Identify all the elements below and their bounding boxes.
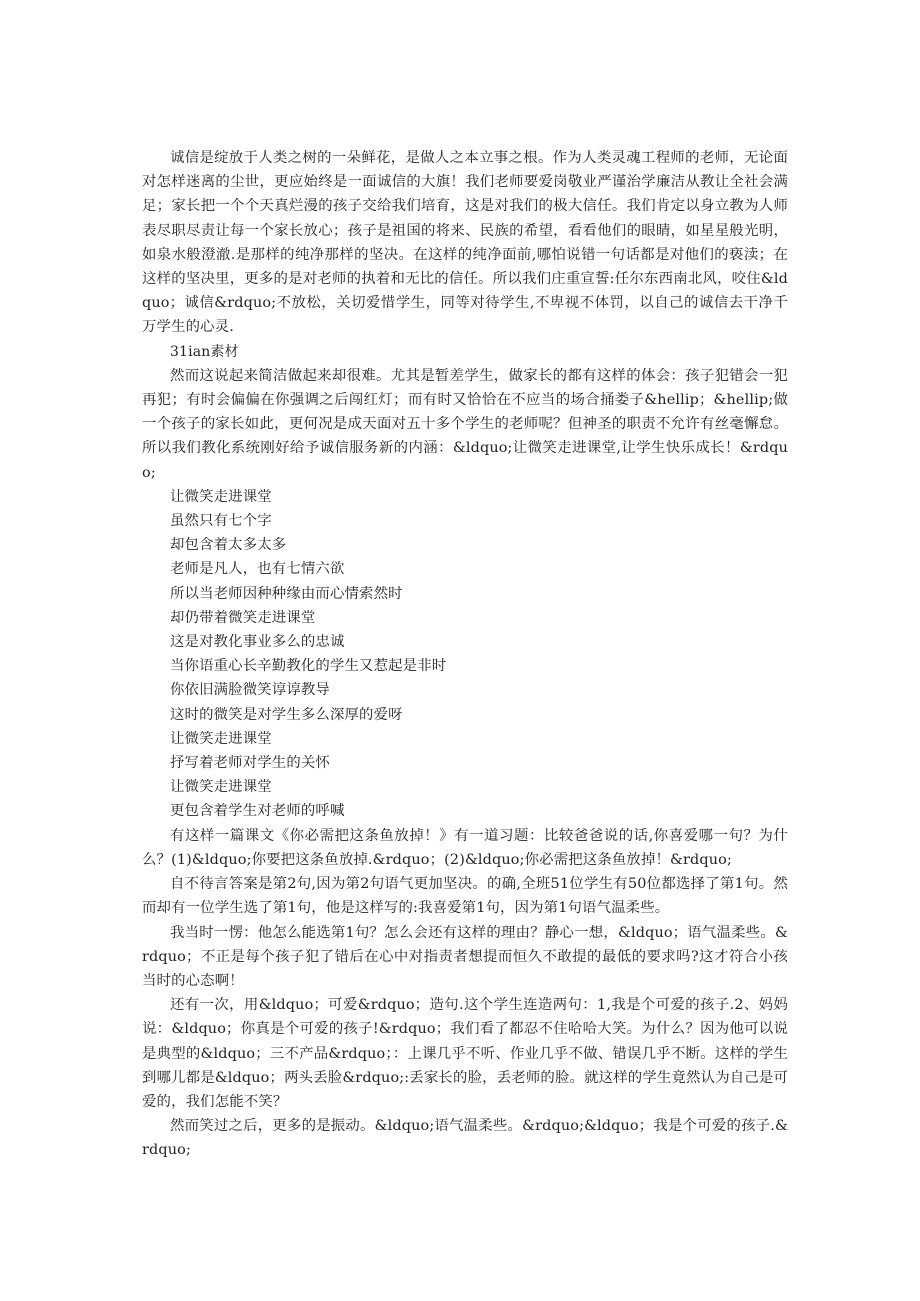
poem-line: 让微笑走进课堂 <box>170 488 272 505</box>
poem-line: 更包含着学生对老师的呼喊 <box>170 803 345 820</box>
poem-line: 虽然只有七个字 <box>170 513 272 530</box>
poem-line: 却仍带着微笑走进课堂 <box>170 609 316 626</box>
poem-line: 所以当老师因种种缘由而心情索然时 <box>170 585 403 602</box>
poem-line: 你依旧满脸微笑谆谆教导 <box>170 682 330 699</box>
poem-line: 让微笑走进课堂 <box>170 730 272 747</box>
poem-line: 当你语重心长辛勤教化的学生又惹起是非时 <box>170 658 447 675</box>
poem-line: 却包含着太多太多 <box>170 537 287 554</box>
paragraph-reflection: 我当时一愣：他怎么能选第1句？怎么会还有这样的理由？静心一想，&ldquo；语气温柔些。&rdquo；不正是每个孩子犯了错后在心中对指责者想提而恒久不敢提的最低的要求吗?这才符合小孩当时的心态啊！ <box>142 924 788 989</box>
paragraph-after-laughing: 然而笑过之后，更多的是振动。&ldquo;语气温柔些。&rdquo;&ldquo；我是个可爱的孩子.&rdquo; <box>142 1118 788 1159</box>
source-label: 31ian素材 <box>170 343 239 360</box>
poem-line: 老师是凡人，也有七情六欲 <box>170 561 345 578</box>
paragraph-integrity-intro: 诚信是绽放于人类之树的一朵鲜花，是做人之本立事之根。作为人类灵魂工程师的老师，无论面对怎样迷离的尘世，更应始终是一面诚信的大旗！我们老师要爱岗敬业严谨治学廉洁从教让全社会满足；家长把一个个天真烂漫的孩子交给我们培育，这是对我们的极大信任。我们肯定以身立教为人师表尽职尽责让每一个家长放心；孩子是祖国的将来、民族的希望，看看他们的眼睛，如星星般光明，如泉水般澄澈.是那样的纯净那样的坚决。在这样的纯净面前,哪怕说错一句话都是对他们的亵渎；在这样的坚决里，更多的是对老师的执着和无比的信任。所以我们庄重宣誓:任尔东西南北风，咬住&ldquo；诚信&rdquo;不放松，关切爱惜学生，同等对待学生,不卑视不体罚，以自己的诚信去干净千万学生的心灵. <box>142 150 788 336</box>
poem-line: 这时的微笑是对学生多么深厚的爱呀 <box>170 706 403 723</box>
poem-line: 让微笑走进课堂 <box>170 779 272 796</box>
poem-line: 抒写着老师对学生的关怀 <box>170 755 330 772</box>
paragraph-answer: 自不待言答案是第2句,因为第2句语气更加坚决。的确,全班51位学生有50位都选择了第1句。然而却有一位学生选了第1句，他是这样写的:我喜爱第1句，因为第1句语气温柔些。 <box>142 876 788 917</box>
paragraph-lesson-question: 有这样一篇课文《你必需把这条鱼放掉！》有一道习题：比较爸爸说的话,你喜爱哪一句？为什么？(1)&ldquo;你要把这条鱼放掉.&rdquo；(2)&ldquo;你必需把这条鱼放掉！&rdquo; <box>142 827 788 868</box>
paragraph-difficulty: 然而这说起来简洁做起来却很难。尤其是暂差学生，做家长的都有这样的体会：孩子犯错会一犯再犯；有时会偏偏在你强调之后闯红灯；而有时又恰恰在不应当的场合捅娄子&hellip；&hellip;做一个孩子的家长如此，更何况是成天面对五十多个学生的老师呢？但神圣的职责不允许有丝毫懈怠。所以我们教化系统刚好给予诚信服务新的内涵：&ldquo;让微笑走进课堂,让学生快乐成长！&rdquo; <box>142 367 788 481</box>
document-body <box>142 146 788 1163</box>
poem-line: 这是对教化事业多么的忠诚 <box>170 634 345 651</box>
poem-block <box>142 485 788 824</box>
paragraph-cute-sentence: 还有一次，用&ldquo；可爱&rdquo；造句.这个学生连造两句：1,我是个可爱的孩子.2、妈妈说：&ldquo；你真是个可爱的孩子!&rdquo；我们看了都忍不住哈哈大笑。为什么？因为他可以说是典型的&ldquo；三不产品&rdquo；：上课几乎不听、作业几乎不做、错误几乎不断。这样的学生到哪儿都是&ldquo；两头丢脸&rdquo;:丢家长的脸，丢老师的脸。就这样的学生竟然认为自己是可爱的，我们怎能不笑？ <box>142 997 788 1110</box>
